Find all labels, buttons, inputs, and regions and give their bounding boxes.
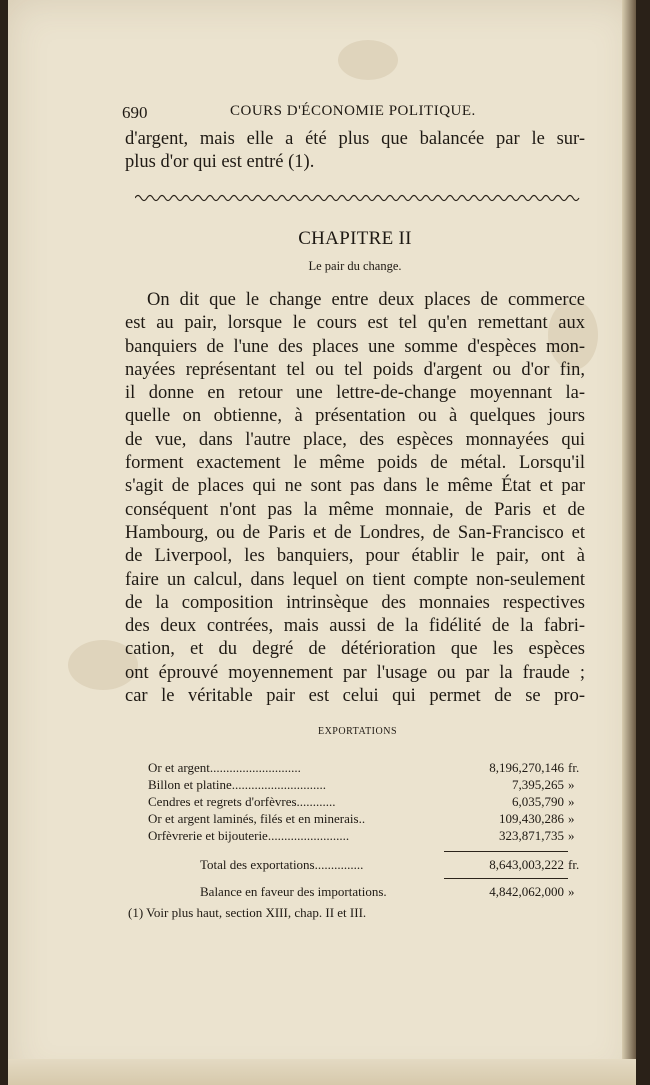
total-amount: 8,643,003,222 [489,857,564,872]
total-label: Total des exportations............... [200,857,364,872]
row-amount: 323,871,735 [499,828,564,843]
page-number: 690 [122,103,148,122]
table-caption: EXPORTATIONS [317,726,398,737]
row-amount: 8,196,270,146 [489,760,564,775]
text-line: ont éprouvé moyennement par l'usage ou par la fraude ; [125,662,585,683]
balance-label: Balance en faveur des importations. [200,884,387,899]
text-line: conséquent n'ont pas la même monnaie, de Paris et de [125,499,585,520]
row-amount: 7,395,265 [512,777,564,792]
text-line: nayées représentant tel ou tel poids d'argent ou d'or fin, [125,359,585,380]
text-line: cation, et du degré de détérioration que les espèces [125,639,585,660]
table-row [148,828,588,845]
text-line: quelle on obtienne, à présentation ou à quelques jours [125,406,585,427]
row-label: Billon et platine............................. [148,777,327,792]
page-edge [622,0,636,1085]
text-line: Hambourg, ou de Paris et de Londres, de San-Francisco et [125,522,585,543]
text-line: de Liverpool, les banquiers, pour établir le pair, ont à [125,546,585,567]
paper-stain [338,40,398,80]
row-label: Orfèvrerie et bijouterie......................... [148,828,350,843]
balance-amount: 4,842,062,000 [489,884,564,899]
table-rule [444,851,568,852]
text-line: banquiers de l'une des places une somme d'espèces mon- [125,336,585,357]
continuation-text [125,128,585,175]
row-unit: » [568,828,575,843]
text-line: forment exactement le même poids de métal. Lorsqu'il [125,453,585,474]
balance-row [148,884,588,901]
table-row [148,760,588,777]
row-unit: » [568,777,575,792]
exports-table [148,760,588,901]
table-row [148,811,588,828]
text-line: faire un calcul, dans lequel on tient compte non-seulement [125,569,585,590]
text-line: de la composition intrinsèque des monnaies respectives [125,592,585,613]
row-unit: » [568,794,575,809]
row-unit: fr. [568,760,580,775]
balance-unit: » [568,884,575,899]
row-amount: 6,035,790 [512,794,564,809]
table-row [148,794,588,811]
text-line: d'argent, mais elle a été plus que balancée par le sur- [125,129,585,149]
row-label: Or et argent............................ [148,760,301,775]
chapter-title: CHAPITRE II [298,228,412,249]
page-header [122,103,582,127]
running-title: COURS D'ÉCONOMIE POLITIQUE. [230,103,476,119]
total-row [148,857,588,874]
row-label: Cendres et regrets d'orfèvres............ [148,794,336,809]
wavy-divider-ornament [135,192,580,204]
text-line: car le véritable pair est celui qui permet de se pro- [125,686,585,707]
total-unit: fr. [568,857,580,872]
text-line: On dit que le change entre deux places de commerce [147,290,585,310]
row-unit: » [568,811,575,826]
page-bottom-edge [8,1059,636,1085]
text-line: plus d'or qui est entré (1). [125,152,315,173]
chapter-subtitle: Le pair du change. [308,259,402,273]
text-line: de vue, dans l'autre place, des espèces monnayées qui [125,429,585,450]
text-line: s'agit de places qui ne sont pas dans le même État et par [125,476,585,497]
text-line: des deux contrées, mais aussi de la fidélité de la fabri- [125,616,585,637]
main-paragraph [125,289,585,708]
table-row [148,777,588,794]
text-line: est au pair, lorsque le cours est tel qu'en remettant aux [125,313,585,334]
table-rule [444,878,568,879]
row-label: Or et argent laminés, filés et en minerais.. [148,811,366,826]
row-amount: 109,430,286 [499,811,564,826]
text-line: il donne en retour une lettre-de-change moyennant la- [125,383,585,404]
footnote: (1) Voir plus haut, section XIII, chap. II et III. [128,905,367,920]
